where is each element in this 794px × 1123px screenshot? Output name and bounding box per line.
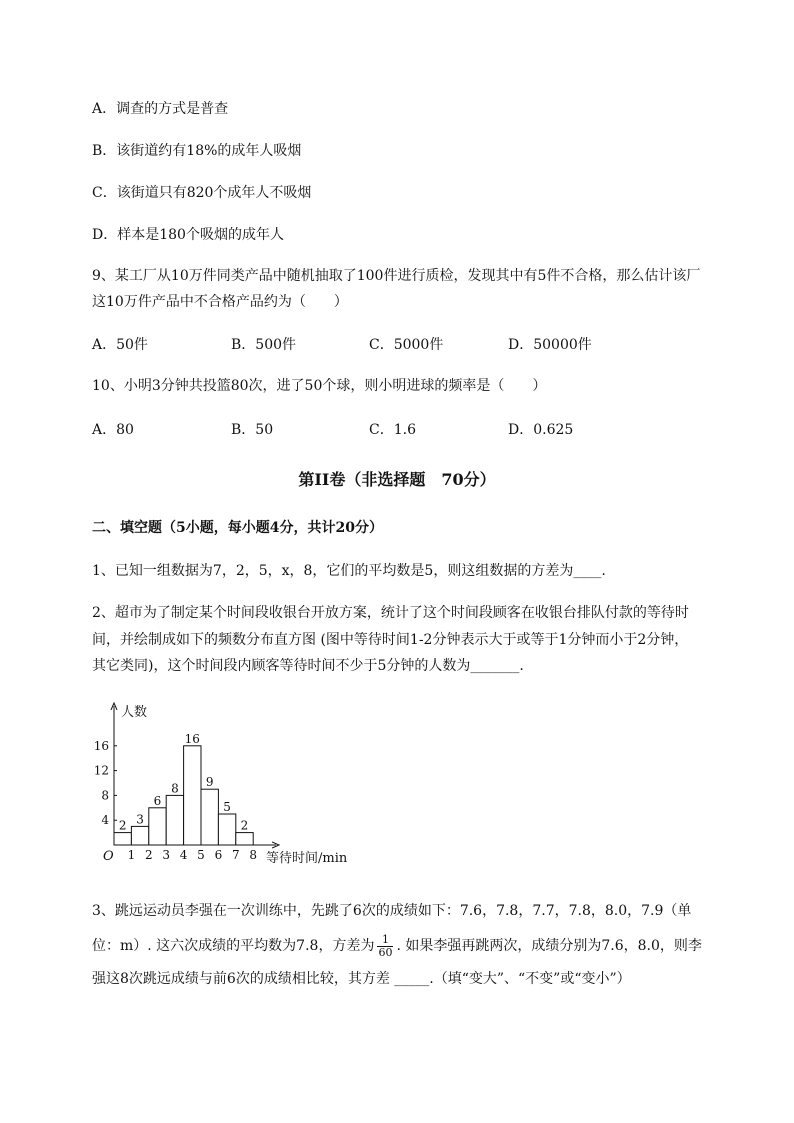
- q9-option-a: A．50件: [92, 337, 148, 353]
- bar-value-label: 8: [171, 781, 179, 796]
- bar-value-label: 5: [223, 800, 231, 814]
- bar-value-label: 3: [136, 812, 144, 827]
- x-tick-label: 7: [231, 848, 240, 862]
- x-tick-label: 2: [144, 848, 153, 862]
- q9-stem-line2: 这10万件产品中不合格产品约为（ ）: [92, 294, 348, 310]
- y-tick-label: 8: [101, 788, 109, 803]
- histogram-bar: [131, 826, 148, 845]
- origin-label: O: [103, 849, 114, 864]
- q9-option-c: C．5000件: [369, 337, 444, 353]
- fill2-stem-line3: 其它类同)，这个时间段内顾客等待时间不少于5分钟的人数为_______.: [92, 658, 524, 674]
- fill3-stem-line2: [92, 930, 702, 962]
- histogram-bar: [184, 746, 201, 845]
- histogram-bar: [114, 833, 131, 845]
- part2-title: 第II卷（非选择题 70分）: [298, 470, 496, 489]
- q10-option-a: A．80: [92, 422, 134, 438]
- q10-option-d: D．0.625: [508, 422, 574, 438]
- bar-value-label: 2: [240, 818, 249, 833]
- bar-value-label: 2: [118, 818, 127, 833]
- fill3-text-before-fraction: 位：m）. 这六次成绩的平均数为7.8，方差为: [92, 938, 375, 954]
- fill1-stem: 1、已知一组数据为7，2，5，x，8，它们的平均数是5，则这组数据的方差为____.: [92, 563, 606, 579]
- bar-value-label: 9: [205, 775, 214, 790]
- q8-option-b: B．该街道约有18%的成年人吸烟: [92, 143, 302, 159]
- y-tick-label: 4: [101, 813, 109, 828]
- x-tick-label: 3: [162, 848, 171, 862]
- histogram-chart: [88, 696, 358, 872]
- fill2-stem-line2: 间，并绘制成如下的频数分布直方图 (图中等待时间1-2分钟表示大于或等于1分钟而小于2分钟，: [92, 632, 689, 648]
- bar-value-label: 6: [153, 793, 162, 808]
- fill3-stem-line1: 3、跳远运动员李强在一次训练中，先跳了6次的成绩如下：7.6，7.8，7.7，7.8，8.0，7.9（单: [92, 903, 692, 919]
- fill3-text-after-fraction: . 如果李强再跳两次，成绩分别为7.6，8.0，则李: [396, 938, 702, 954]
- histogram-bar: [149, 808, 166, 845]
- fraction-denominator: 60: [378, 945, 393, 959]
- section-heading: 二、填空题（5小题，每小题4分，共计20分）: [92, 520, 383, 536]
- q8-option-d: D．样本是180个吸烟的成年人: [92, 227, 284, 243]
- x-tick-label: 4: [179, 848, 188, 862]
- q9-option-d: D．50000件: [508, 337, 592, 353]
- x-axis-label: 等待时间/min: [266, 851, 348, 866]
- histogram-bar: [201, 789, 218, 845]
- fill3-stem-line3: 强这8次跳远成绩与前6次的成绩相比较，其方差 _____.（填“变大”、“不变”或“变小”）: [92, 971, 631, 987]
- q9-stem-line1: 9、某工厂从10万件同类产品中随机抽取了100件进行质检，发现其中有5件不合格，那么估计该厂: [92, 268, 701, 284]
- q9-option-b: B．500件: [231, 337, 297, 353]
- q10-stem: 10、小明3分钟共投篮80次，进了50个球，则小明进球的频率是（ ）: [92, 378, 547, 394]
- x-tick-label: 8: [249, 848, 258, 862]
- histogram-bar: [218, 814, 235, 845]
- q10-option-c: C．1.6: [369, 422, 416, 438]
- fraction-numerator: 1: [377, 934, 393, 947]
- y-axis-label: 人数: [121, 705, 148, 720]
- histogram-bar: [166, 795, 183, 845]
- x-tick-label: 5: [197, 848, 205, 862]
- variance-fraction: [377, 934, 393, 959]
- q10-option-b: B．50: [231, 422, 274, 438]
- fill2-stem-line1: 2、超市为了制定某个时间段收银台开放方案，统计了这个时间段顾客在收银台排队付款的等待时: [92, 605, 689, 621]
- q8-option-a: A．调查的方式是普查: [92, 101, 229, 117]
- x-tick-label: 6: [214, 848, 223, 862]
- q8-option-c: C．该街道只有820个成年人不吸烟: [92, 185, 312, 201]
- y-tick-label: 12: [93, 763, 109, 778]
- bar-value-label: 16: [184, 731, 200, 746]
- x-tick-label: 1: [127, 848, 136, 862]
- y-tick-label: 16: [93, 738, 109, 753]
- histogram-bar: [236, 833, 253, 845]
